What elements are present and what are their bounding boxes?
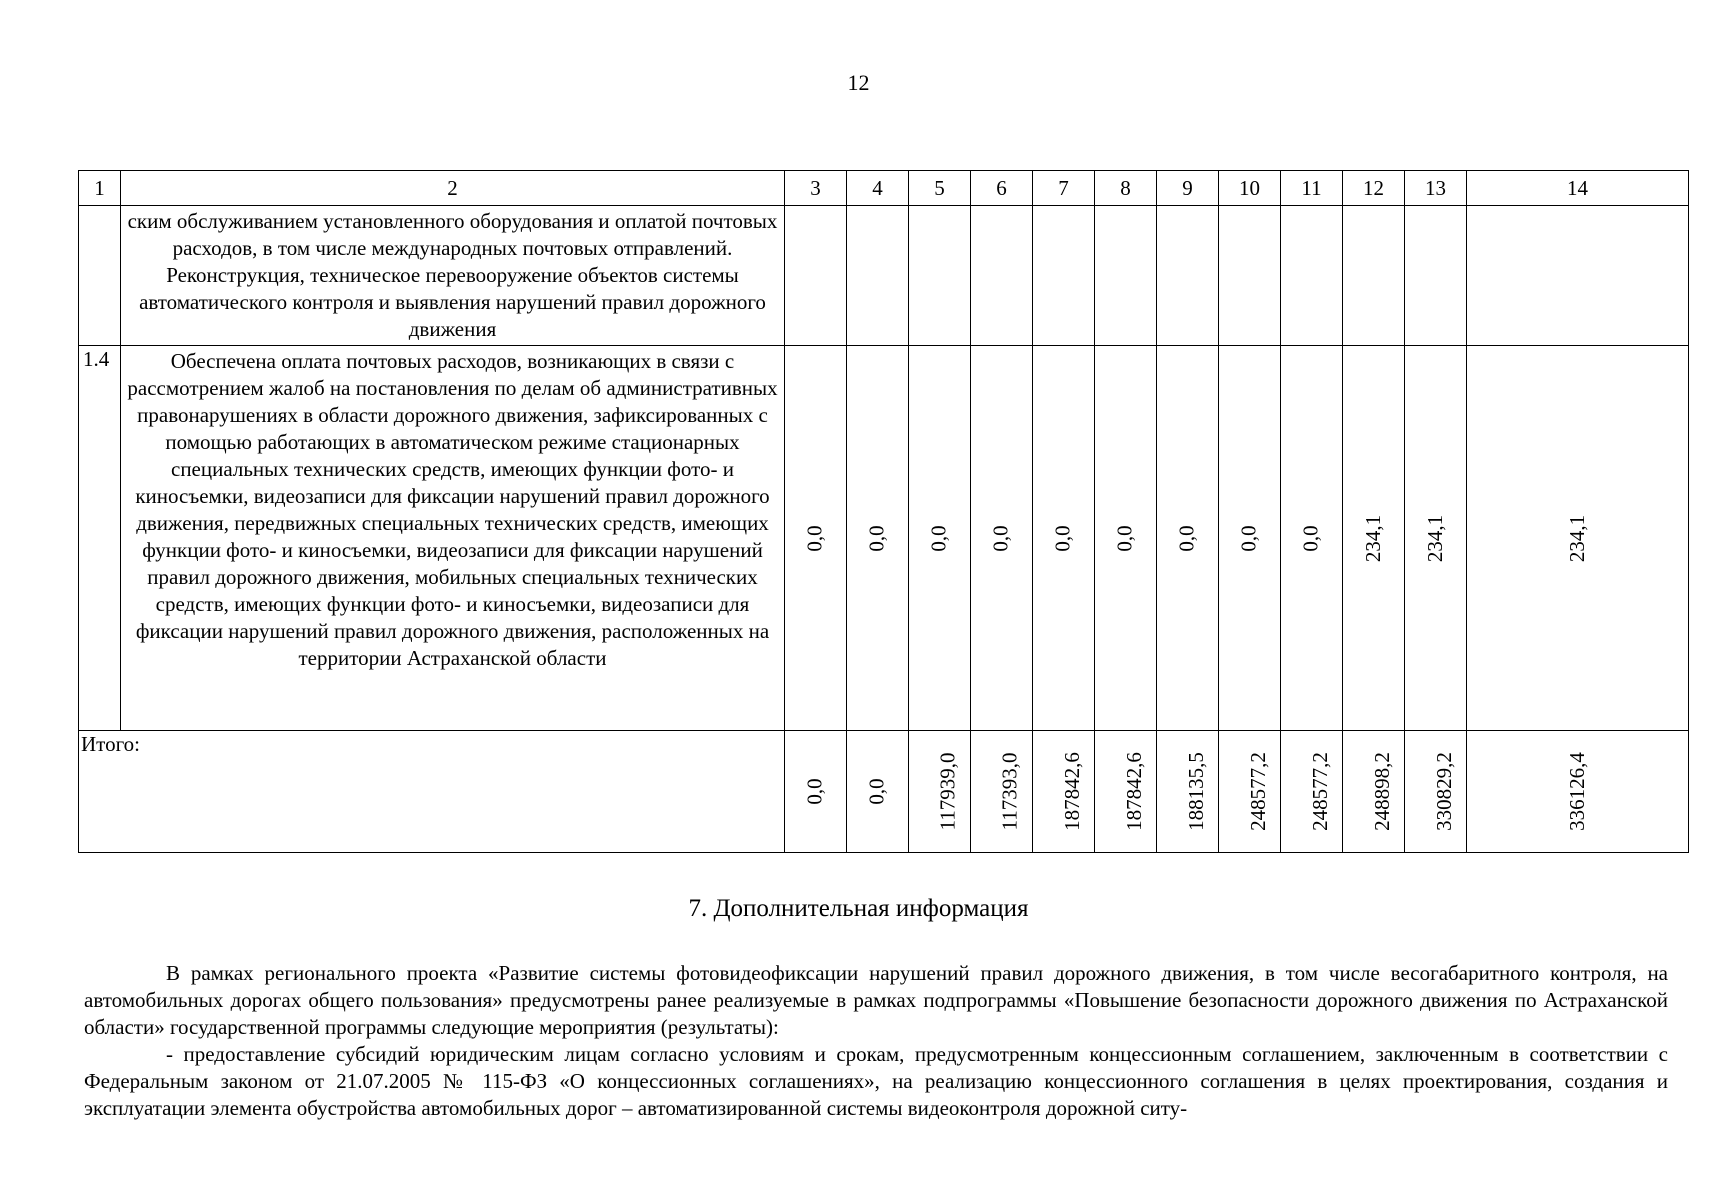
table-row — [79, 346, 1689, 731]
cell-value: 0,0 — [1175, 524, 1199, 552]
cell-value: 187842,6 — [1121, 752, 1146, 831]
cell-value: 0,0 — [865, 778, 889, 805]
column-header: 7 — [1033, 171, 1095, 206]
cell-value: 0,0 — [989, 524, 1013, 552]
cell-value: 0,0 — [865, 524, 889, 552]
column-header: 14 — [1467, 171, 1689, 206]
cell-value: 0,0 — [927, 524, 951, 552]
section-title: 7. Дополнительная информация — [688, 895, 1029, 922]
column-header: 4 — [847, 171, 909, 206]
table-row — [79, 206, 1689, 346]
cell-value: 0,0 — [1113, 524, 1137, 552]
cell-value: 0,0 — [1299, 524, 1323, 552]
column-header: 2 — [121, 171, 785, 206]
row-number: 1.4 — [79, 346, 121, 731]
cell-value: 248577,2 — [1245, 752, 1270, 831]
cell-value: 117939,0 — [935, 752, 960, 831]
column-header: 6 — [971, 171, 1033, 206]
budget-table — [78, 170, 1689, 853]
table-header-row — [79, 171, 1689, 206]
column-header: 3 — [785, 171, 847, 206]
additional-info-text — [84, 960, 1668, 1122]
page-number: 12 — [847, 70, 870, 95]
column-header: 1 — [79, 171, 121, 206]
cell-value: 117393,0 — [997, 752, 1022, 831]
cell-value: 187842,6 — [1059, 752, 1084, 831]
paragraph: В рамках регионального проекта «Развитие системы фотовидеофиксации нарушений правил дорожного движения, в том числе весогабаритного контроля, на автомобильных дорогах общего пользования» предусмотрены ранее реализуемые в рамках подпрограммы «Повышение безопасности дорожного движения по Астраханской области» государственной программы следующие мероприятия (результаты): — [84, 961, 1668, 1039]
column-header: 12 — [1343, 171, 1405, 206]
cell-value: 234,1 — [1423, 514, 1447, 562]
column-header: 11 — [1281, 171, 1343, 206]
cell-value: 0,0 — [803, 524, 827, 552]
cell-value: 234,1 — [1565, 514, 1589, 562]
cell-value: 330829,2 — [1431, 752, 1456, 831]
column-header: 8 — [1095, 171, 1157, 206]
column-header: 13 — [1405, 171, 1467, 206]
cell-value: 234,1 — [1361, 514, 1385, 562]
column-header: 5 — [909, 171, 971, 206]
cell-value: 0,0 — [1051, 524, 1075, 552]
cell-value: 0,0 — [1237, 524, 1261, 552]
cell-value: 248577,2 — [1307, 752, 1332, 831]
total-label: Итого: — [79, 731, 785, 853]
cell-value: 248898,2 — [1369, 752, 1394, 831]
paragraph: - предоставление субсидий юридическим лицам согласно условиям и срокам, предусмотренным концессионным соглашением, заключенным в соответствии с Федеральным законом от 21.07.2005 № 115-ФЗ «О концессионных соглашениях», на реализацию концессионного соглашения в целях проектирования, создания и эксплуатации элемента обустройства автомобильных дорог – автоматизированной системы видеоконтроля дорожной ситу- — [84, 1042, 1668, 1120]
column-header: 9 — [1157, 171, 1219, 206]
column-header: 10 — [1219, 171, 1281, 206]
cell-value: 0,0 — [803, 778, 827, 805]
total-row — [79, 731, 1689, 853]
row-description: ским обслуживанием установленного оборудования и оплатой почтовых расходов, в том числе международных почтовых отправлений. Реконструкция, техническое перевооружение объектов системы автоматического контроля и выявления нарушений правил дорожного движения — [121, 206, 785, 346]
cell-value: 188135,5 — [1183, 752, 1208, 831]
row-description: Обеспечена оплата почтовых расходов, возникающих в связи с рассмотрением жалоб на постановления по делам об административных правонарушениях в области дорожного движения, зафиксированных с помощью работающих в автоматическом режиме стационарных специальных технических средств, имеющих функции фото- и киносъемки, видеозаписи для фиксации нарушений правил дорожного движения, передвижных специальных технических средств, имеющих функции фото- и киносъемки, видеозаписи для фиксации нарушений правил дорожного движения, мобильных специальных технических средств, имеющих функции фото- и киносъемки, видеозаписи для фиксации нарушений правил дорожного движения, расположенных на территории Астраханской области — [121, 346, 785, 731]
cell-value: 336126,4 — [1565, 752, 1589, 831]
